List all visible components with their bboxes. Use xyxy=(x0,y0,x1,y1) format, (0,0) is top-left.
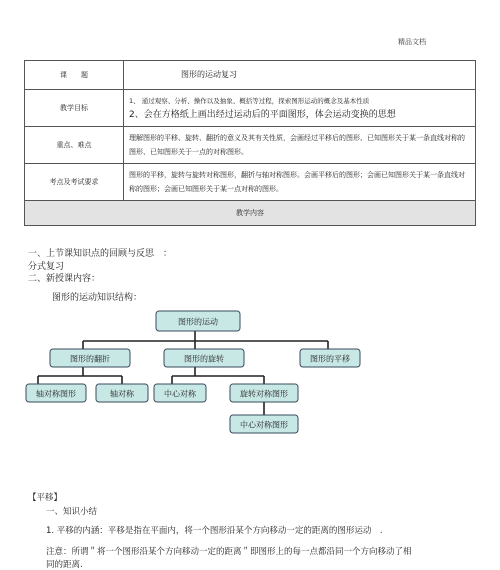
goal-value xyxy=(124,90,476,127)
node-fold-label: 图形的翻折 xyxy=(70,354,110,364)
node-rotation-figure-label: 旋转对称图形 xyxy=(240,389,288,399)
exam-requirements-value: 图形的平移，旋转与旋转对称图形，翻折与轴对称图形。会画平移后的图形；会画已知图形关于某一条直线对称的图形；会画已知图形关于某一点对称的图形。 xyxy=(124,164,476,201)
node-root-label: 图形的运动 xyxy=(178,317,218,327)
node-translate xyxy=(300,349,360,367)
translation-point-1: 1. 平移的内涵：平移是指在平面内，将一个图形沿某个方向移动一定的距离的图形运动 . xyxy=(46,526,383,536)
node-center-symmetry-label: 中心对称 xyxy=(164,389,196,399)
node-fold xyxy=(50,349,130,367)
node-center-symmetry xyxy=(154,384,206,402)
key-points-value: 理解图形的平移、旋转、翻折的意义及其有关性质，会画经过平移后的图形、已知图形关于某一条直线对称的图形、已知图形关于一点的对称图形。 xyxy=(124,127,476,164)
node-axis-figure-label: 轴对称图形 xyxy=(36,389,76,399)
content-header: 教学内容 xyxy=(25,201,476,226)
translation-heading: 【平移】 xyxy=(28,493,63,503)
goal-line-2: 2、会在方格纸上画出经过运动后的平面图形，体会运动变换的思想 xyxy=(129,110,396,120)
structure-title: 图形的运动知识结构： xyxy=(52,293,143,303)
translation-summary: 一、知识小结 xyxy=(46,507,98,517)
knowledge-structure-diagram xyxy=(24,305,364,440)
goal-label: 教学目标 xyxy=(25,90,124,127)
exam-requirements-label: 考点及考试要求 xyxy=(25,164,124,201)
node-axis-figure xyxy=(26,384,86,402)
node-rotate-label: 图形的旋转 xyxy=(184,354,224,364)
node-axis-symmetry-label: 轴对称 xyxy=(110,389,134,399)
goal-line-1: 1、 通过观察、分析、操作以及抽象、概括等过程，探索图形运动的概念及基本性质 xyxy=(129,97,370,105)
section-new-heading: 二、新授课内容： xyxy=(28,274,101,284)
node-root xyxy=(156,311,240,331)
topic-value xyxy=(124,61,476,90)
watermark-text: 精品文档 xyxy=(398,38,426,46)
section-review-sub: 分式复习 xyxy=(28,262,65,272)
node-center-figure xyxy=(230,415,298,433)
translation-note-line-2: 同的距离. xyxy=(46,560,83,570)
topic-label: 课 题 xyxy=(25,61,124,90)
node-center-figure-label: 中心对称图形 xyxy=(240,420,288,430)
node-axis-symmetry xyxy=(96,384,148,402)
node-translate-label: 图形的平移 xyxy=(310,354,350,364)
topic-value-text: 图形的运动复习 xyxy=(181,70,237,79)
section-review-heading: 一、上节课知识点的回顾与反思 ： xyxy=(28,249,173,259)
lesson-plan-table xyxy=(24,60,476,226)
node-rotation-figure xyxy=(230,384,298,402)
key-points-label: 重点、难点 xyxy=(25,127,124,164)
translation-note-line-1: 注意：所谓＂将一个图形沿某个方向移动一定的距离＂即图形上的每一点都沿同一个方向移动了相 xyxy=(46,547,412,557)
node-rotate xyxy=(164,349,244,367)
